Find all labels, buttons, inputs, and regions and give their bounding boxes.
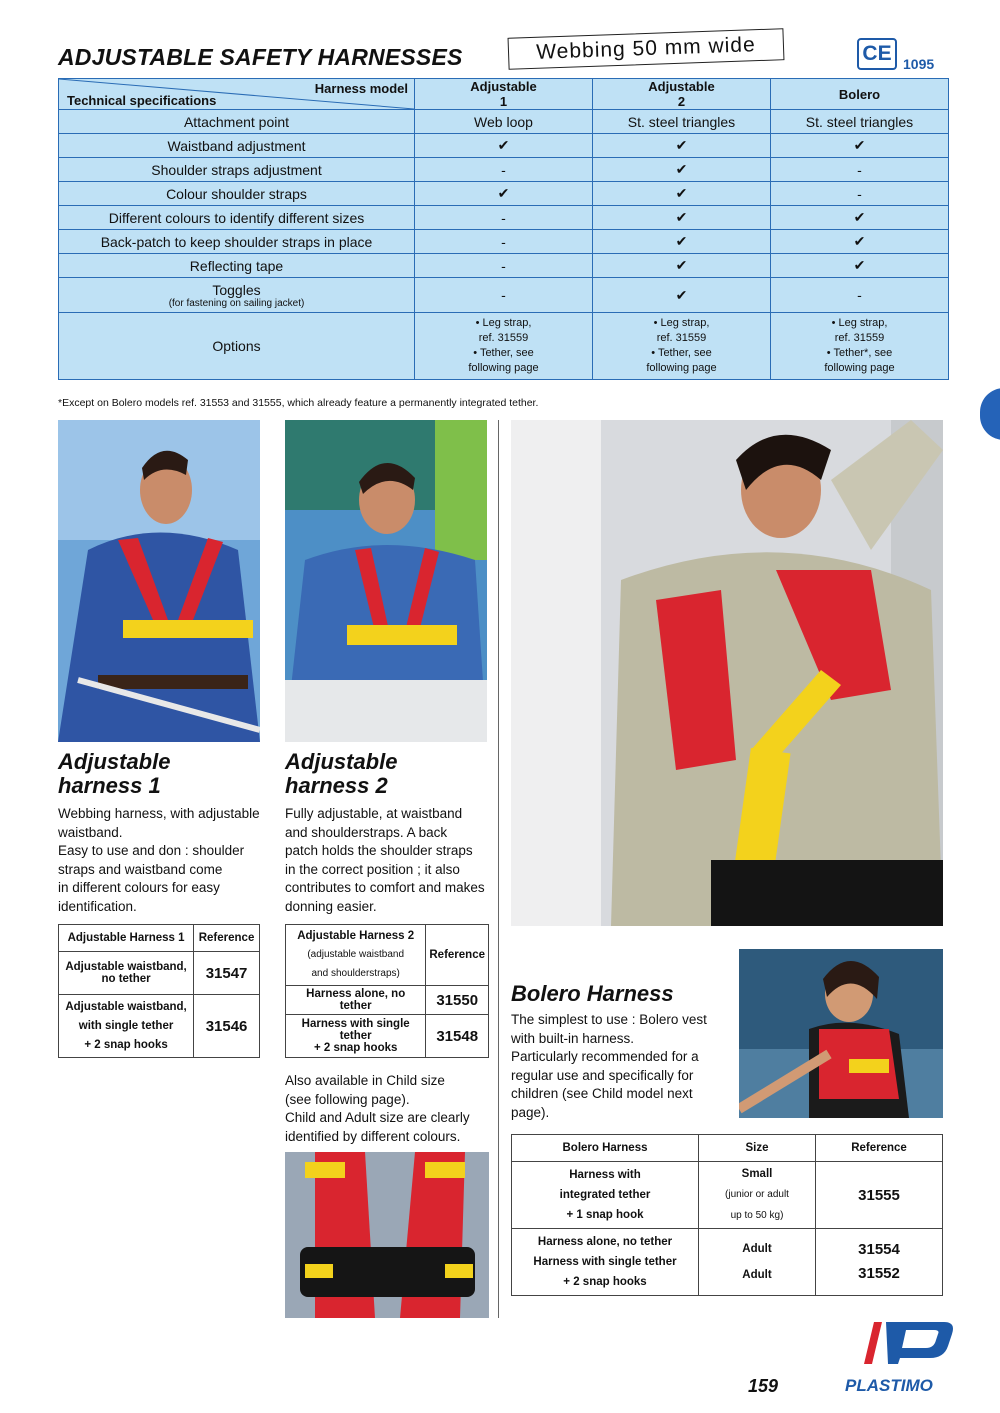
- spec-row: [59, 278, 949, 313]
- spec-row: [59, 158, 949, 182]
- reference-number: 31554 31552: [816, 1229, 943, 1296]
- row-label: Harness alone, no tether: [286, 986, 426, 1015]
- spec-value: -: [415, 158, 593, 182]
- spec-row: [59, 230, 949, 254]
- check-icon: ✔: [593, 206, 771, 230]
- table-row: [286, 986, 489, 1015]
- brand-name: PLASTIMO: [845, 1376, 933, 1395]
- bolero-ref-table: [511, 1134, 943, 1296]
- spec-corner-cell: [59, 79, 415, 110]
- check-icon: ✔: [593, 182, 771, 206]
- check-icon: ✔: [771, 254, 949, 278]
- check-icon: ✔: [771, 134, 949, 158]
- row-label: Harness with single tether + 2 snap hooks: [286, 1015, 426, 1058]
- harness1-description: Webbing harness, with adjustable waistband. Easy to use and don : shoulder straps and waistband come in different colours for easy identification.: [58, 806, 260, 914]
- harness1-title: Adjustable harness 1: [58, 749, 171, 798]
- bolero-description: The simplest to use : Bolero vest with built-in harness. Particularly recommended for a regular use and specifically for children (see Child model next page).: [511, 1012, 707, 1120]
- reference-number: 31555: [816, 1162, 943, 1229]
- table-header-row: [286, 925, 489, 986]
- spec-row: [59, 134, 949, 158]
- spec-value: St. steel triangles: [593, 110, 771, 134]
- reference-number: 31547: [194, 952, 260, 995]
- spec-label: Back-patch to keep shoulder straps in place: [59, 230, 415, 254]
- harness1-ref-table: [58, 924, 260, 1058]
- spec-row: [59, 182, 949, 206]
- harness2-ref-table: [285, 924, 489, 1058]
- check-icon: ✔: [593, 254, 771, 278]
- spec-header-row: [59, 79, 949, 110]
- ce-number: 1095: [903, 56, 935, 72]
- col-header: Adjustable Harness 2 (adjustable waistband and shoulderstraps): [286, 925, 426, 986]
- tech-spec-label: Technical specifications: [67, 93, 217, 108]
- table-row: [59, 995, 260, 1058]
- spec-label: Colour shoulder straps: [59, 182, 415, 206]
- spec-value: St. steel triangles: [771, 110, 949, 134]
- column-divider: [498, 420, 499, 1318]
- harness2-note: Also available in Child size (see following page). Child and Adult size are clearly identified by different colours.: [285, 1073, 470, 1144]
- check-icon: ✔: [593, 278, 771, 313]
- spec-label: Toggles (for fastening on sailing jacket): [59, 278, 415, 313]
- check-icon: ✔: [415, 182, 593, 206]
- col-header: Size: [699, 1135, 816, 1162]
- check-icon: ✔: [771, 230, 949, 254]
- footnote: *Except on Bolero models ref. 31553 and 31555, which already feature a permanently integrated tether.: [58, 397, 539, 409]
- model-header-3: Bolero: [771, 79, 949, 110]
- col-header: Reference: [816, 1135, 943, 1162]
- spec-label: Different colours to identify different sizes: [59, 206, 415, 230]
- spec-value: -: [415, 206, 593, 230]
- options-cell-3: • Leg strap, ref. 31559 • Tether*, see following page: [771, 313, 949, 380]
- ce-mark: CE: [857, 38, 897, 70]
- spec-value: -: [415, 278, 593, 313]
- harness2-title: Adjustable harness 2: [285, 749, 398, 798]
- check-icon: ✔: [415, 134, 593, 158]
- spec-table: [58, 78, 949, 380]
- page-number: 159: [748, 1376, 779, 1396]
- row-label: Adjustable waistband, with single tether + 2 snap hooks: [59, 995, 194, 1058]
- check-icon: ✔: [593, 230, 771, 254]
- size-cell: Small (junior or adult up to 50 kg): [699, 1162, 816, 1229]
- spec-value: -: [771, 278, 949, 313]
- options-row: [59, 313, 949, 380]
- col-header: Adjustable Harness 1: [59, 925, 194, 952]
- check-icon: ✔: [593, 158, 771, 182]
- col-header: Reference: [194, 925, 260, 952]
- photo-harness-2: [285, 420, 487, 742]
- spec-row: [59, 206, 949, 230]
- model-header-1: Adjustable 1: [415, 79, 593, 110]
- bolero-title: Bolero Harness: [511, 981, 674, 1006]
- check-icon: ✔: [593, 134, 771, 158]
- page-title: ADJUSTABLE SAFETY HARNESSES: [58, 44, 463, 70]
- photo-bolero-large: [511, 420, 943, 926]
- spec-value: -: [771, 158, 949, 182]
- harness-model-label: Harness model: [314, 81, 408, 96]
- model-header-2: Adjustable 2: [593, 79, 771, 110]
- options-cell-2: • Leg strap, ref. 31559 • Tether, see following page: [593, 313, 771, 380]
- col-header: Bolero Harness: [512, 1135, 699, 1162]
- plastimo-logo-icon: [860, 1318, 956, 1371]
- webbing-label: Webbing 50 mm wide: [508, 28, 785, 70]
- harness2-description: Fully adjustable, at waistband and shoulderstraps. A back patch holds the shoulder straps in the correct position ; it also contributes to comfort and makes donning easier.: [285, 806, 485, 914]
- table-row: [286, 1015, 489, 1058]
- spec-label: Shoulder straps adjustment: [59, 158, 415, 182]
- spec-row: [59, 110, 949, 134]
- table-header-row: [59, 925, 260, 952]
- table-row: [59, 952, 260, 995]
- spec-label: Reflecting tape: [59, 254, 415, 278]
- check-icon: ✔: [771, 206, 949, 230]
- reference-number: 31548: [426, 1015, 489, 1058]
- reference-number: 31546: [194, 995, 260, 1058]
- spec-value: -: [771, 182, 949, 206]
- photo-bolero-child: [739, 949, 943, 1118]
- photo-harness-back: [285, 1152, 489, 1318]
- spec-value: Web loop: [415, 110, 593, 134]
- spec-value: -: [415, 254, 593, 278]
- row-label: Harness alone, no tether Harness with single tether + 2 snap hooks: [512, 1229, 699, 1296]
- reference-number: 31550: [426, 986, 489, 1015]
- options-label: Options: [59, 313, 415, 380]
- table-header-row: [512, 1135, 943, 1162]
- spec-label: Attachment point: [59, 110, 415, 134]
- spec-row: [59, 254, 949, 278]
- row-label: Harness with integrated tether + 1 snap hook: [512, 1162, 699, 1229]
- table-row: [512, 1162, 943, 1229]
- table-row: [512, 1229, 943, 1296]
- spec-label: Waistband adjustment: [59, 134, 415, 158]
- col-header: Reference: [426, 925, 489, 986]
- photo-harness-1: [58, 420, 260, 742]
- row-label: Adjustable waistband, no tether: [59, 952, 194, 995]
- options-cell-1: • Leg strap, ref. 31559 • Tether, see following page: [415, 313, 593, 380]
- section-tab: [980, 388, 1000, 440]
- size-cell: Adult Adult: [699, 1229, 816, 1296]
- spec-value: -: [415, 230, 593, 254]
